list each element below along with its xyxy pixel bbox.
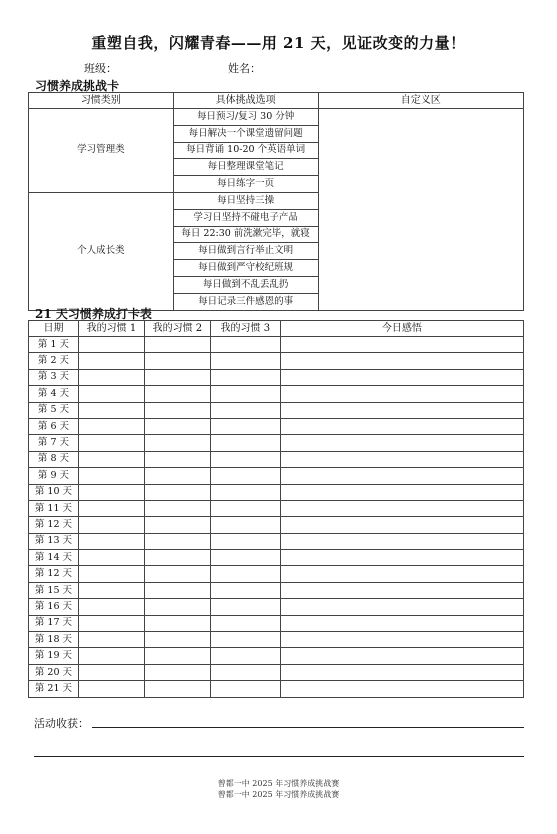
- harvest-label: 活动收获：: [34, 717, 89, 730]
- table-row: [29, 648, 524, 664]
- table-row: [29, 451, 524, 467]
- habit-3-cell[interactable]: [210, 550, 280, 566]
- table-row: [29, 681, 524, 697]
- habit-1-cell[interactable]: [78, 402, 144, 418]
- habit-2-cell[interactable]: [144, 632, 210, 648]
- habit-3-cell[interactable]: [210, 435, 280, 451]
- day-label-cell: 第 3 天: [29, 369, 79, 385]
- habit-1-cell[interactable]: [78, 451, 144, 467]
- habit-1-cell[interactable]: [78, 517, 144, 533]
- reflection-cell[interactable]: [280, 418, 523, 434]
- habit-1-cell[interactable]: [78, 599, 144, 615]
- table-row: [29, 582, 524, 598]
- day-label-cell: 第 20 天: [29, 664, 79, 680]
- column-header: 日期: [29, 321, 79, 337]
- habit-3-cell[interactable]: [210, 517, 280, 533]
- day-label-cell: 第 6 天: [29, 418, 79, 434]
- challenge-option-cell[interactable]: 每日练字一页: [173, 176, 318, 193]
- habit-3-cell[interactable]: [210, 566, 280, 582]
- table-row: [29, 468, 524, 484]
- habit-2-cell[interactable]: [144, 615, 210, 631]
- habit-1-cell[interactable]: [78, 550, 144, 566]
- reflection-cell[interactable]: [280, 681, 523, 697]
- name-label: 姓名：: [228, 62, 261, 75]
- habit-3-cell[interactable]: [210, 418, 280, 434]
- reflection-cell[interactable]: [280, 468, 523, 484]
- challenge-option-cell[interactable]: 每日做到不乱丢乱扔: [173, 276, 318, 293]
- habit-2-cell[interactable]: [144, 337, 210, 353]
- harvest-line-1[interactable]: [92, 727, 524, 728]
- habit-1-cell[interactable]: [78, 386, 144, 402]
- challenge-option-cell[interactable]: 每日记录三件感恩的事: [173, 293, 318, 310]
- habit-1-cell[interactable]: [78, 500, 144, 516]
- day-label-cell: 第 16 天: [29, 599, 79, 615]
- day-label-cell: 第 12 天: [29, 566, 79, 582]
- day-label-cell: 第 17 天: [29, 615, 79, 631]
- habit-3-cell[interactable]: [210, 500, 280, 516]
- habit-3-cell[interactable]: [210, 533, 280, 549]
- table-row: [29, 517, 524, 533]
- habit-2-cell[interactable]: [144, 582, 210, 598]
- table-row: [29, 615, 524, 631]
- habit-2-cell[interactable]: [144, 484, 210, 500]
- day-label-cell: 第 19 天: [29, 648, 79, 664]
- footer-line: 曾都一中 2025 年习惯养成挑战赛: [217, 790, 340, 799]
- day-label-cell: 第 5 天: [29, 402, 79, 418]
- habit-1-cell[interactable]: [78, 418, 144, 434]
- day-label-cell: 第 1 天: [29, 337, 79, 353]
- habit-2-cell[interactable]: [144, 435, 210, 451]
- day-label-cell: 第 12 天: [29, 517, 79, 533]
- column-header: 具体挑战选项: [173, 93, 318, 109]
- habit-2-cell[interactable]: [144, 517, 210, 533]
- habit-1-cell[interactable]: [78, 533, 144, 549]
- habit-3-cell[interactable]: [210, 615, 280, 631]
- habit-2-cell[interactable]: [144, 386, 210, 402]
- habit-1-cell[interactable]: [78, 468, 144, 484]
- table-row: [29, 566, 524, 582]
- checkin-table-title: 21 天习惯养成打卡表: [35, 307, 152, 321]
- reflection-cell[interactable]: [280, 615, 523, 631]
- day-label-cell: 第 11 天: [29, 500, 79, 516]
- challenge-option-cell[interactable]: 每日坚持三操: [173, 192, 318, 209]
- table-row: [29, 550, 524, 566]
- footer-line: 曾都一中 2025 年习惯养成挑战赛: [217, 779, 340, 788]
- reflection-cell[interactable]: [280, 353, 523, 369]
- habit-2-cell[interactable]: [144, 468, 210, 484]
- reflection-cell[interactable]: [280, 484, 523, 500]
- page-title: 重塑自我，闪耀青春——用 21 天，见证改变的力量！: [91, 34, 466, 52]
- habit-3-cell[interactable]: [210, 484, 280, 500]
- table-row: [29, 500, 524, 516]
- reflection-cell[interactable]: [280, 451, 523, 467]
- habit-1-cell[interactable]: [78, 435, 144, 451]
- table-row: [29, 664, 524, 680]
- reflection-cell[interactable]: [280, 500, 523, 516]
- day-label-cell: 第 10 天: [29, 484, 79, 500]
- habit-1-cell[interactable]: [78, 615, 144, 631]
- habit-3-cell[interactable]: [210, 582, 280, 598]
- column-header: 今日感悟: [280, 321, 523, 337]
- habit-3-cell[interactable]: [210, 369, 280, 385]
- challenge-option-cell[interactable]: 每日解决一个课堂遗留问题: [173, 125, 318, 142]
- habit-3-cell[interactable]: [210, 632, 280, 648]
- checkin-table: [28, 320, 524, 698]
- day-label-cell: 第 7 天: [29, 435, 79, 451]
- habit-1-cell[interactable]: [78, 664, 144, 680]
- habit-2-cell[interactable]: [144, 533, 210, 549]
- column-header: 我的习惯 3: [210, 321, 280, 337]
- challenge-option-cell[interactable]: 每日预习/复习 30 分钟: [173, 109, 318, 126]
- reflection-cell[interactable]: [280, 648, 523, 664]
- harvest-line-2[interactable]: [34, 756, 524, 757]
- habit-3-cell[interactable]: [210, 402, 280, 418]
- habit-1-cell[interactable]: [78, 632, 144, 648]
- challenge-option-cell[interactable]: 学习日坚持不碰电子产品: [173, 209, 318, 226]
- day-label-cell: 第 4 天: [29, 386, 79, 402]
- reflection-cell[interactable]: [280, 369, 523, 385]
- habit-3-cell[interactable]: [210, 468, 280, 484]
- habit-2-cell[interactable]: [144, 550, 210, 566]
- custom-area-cell[interactable]: [318, 109, 523, 311]
- habit-2-cell[interactable]: [144, 500, 210, 516]
- habit-1-cell[interactable]: [78, 582, 144, 598]
- habit-3-cell[interactable]: [210, 648, 280, 664]
- reflection-cell[interactable]: [280, 599, 523, 615]
- day-label-cell: 第 8 天: [29, 451, 79, 467]
- challenge-option-cell[interactable]: 每日背诵 10-20 个英语单词: [173, 142, 318, 159]
- reflection-cell[interactable]: [280, 533, 523, 549]
- challenge-card-title: 习惯养成挑战卡: [35, 79, 120, 93]
- table-row: [29, 435, 524, 451]
- table-row: [29, 418, 524, 434]
- habit-1-cell[interactable]: [78, 566, 144, 582]
- habit-2-cell[interactable]: [144, 369, 210, 385]
- habit-1-cell[interactable]: [78, 648, 144, 664]
- table-row: [29, 402, 524, 418]
- habit-2-cell[interactable]: [144, 566, 210, 582]
- habit-3-cell[interactable]: [210, 337, 280, 353]
- reflection-cell[interactable]: [280, 566, 523, 582]
- habit-2-cell[interactable]: [144, 648, 210, 664]
- habit-1-cell[interactable]: [78, 369, 144, 385]
- reflection-cell[interactable]: [280, 632, 523, 648]
- habit-1-cell[interactable]: [78, 337, 144, 353]
- habit-2-cell[interactable]: [144, 681, 210, 697]
- class-label: 班级：: [84, 62, 117, 75]
- table-row: [29, 109, 524, 126]
- table-row: [29, 484, 524, 500]
- table-row: [29, 337, 524, 353]
- day-label-cell: 第 18 天: [29, 632, 79, 648]
- challenge-option-cell[interactable]: 每日整理课堂笔记: [173, 159, 318, 176]
- table-row: [29, 533, 524, 549]
- habit-2-cell[interactable]: [144, 402, 210, 418]
- habit-3-cell[interactable]: [210, 353, 280, 369]
- day-label-cell: 第 21 天: [29, 681, 79, 697]
- habit-2-cell[interactable]: [144, 353, 210, 369]
- challenge-option-cell[interactable]: 每日做到严守校纪班规: [173, 260, 318, 277]
- table-row: [29, 599, 524, 615]
- reflection-cell[interactable]: [280, 582, 523, 598]
- challenge-option-cell[interactable]: 每日做到言行举止文明: [173, 243, 318, 260]
- table-row: [29, 369, 524, 385]
- reflection-cell[interactable]: [280, 337, 523, 353]
- day-label-cell: 第 14 天: [29, 550, 79, 566]
- column-header: 我的习惯 1: [78, 321, 144, 337]
- reflection-cell[interactable]: [280, 550, 523, 566]
- habit-category-cell: 个人成长类: [29, 192, 174, 310]
- habit-3-cell[interactable]: [210, 664, 280, 680]
- reflection-cell[interactable]: [280, 435, 523, 451]
- challenge-option-cell[interactable]: 每日 22:30 前洗漱完毕，就寝: [173, 226, 318, 243]
- habit-2-cell[interactable]: [144, 451, 210, 467]
- reflection-cell[interactable]: [280, 402, 523, 418]
- habit-3-cell[interactable]: [210, 451, 280, 467]
- day-label-cell: 第 2 天: [29, 353, 79, 369]
- habit-1-cell[interactable]: [78, 681, 144, 697]
- habit-2-cell[interactable]: [144, 599, 210, 615]
- habit-category-cell: 学习管理类: [29, 109, 174, 193]
- table-row: [29, 353, 524, 369]
- habit-2-cell[interactable]: [144, 664, 210, 680]
- day-label-cell: 第 15 天: [29, 582, 79, 598]
- reflection-cell[interactable]: [280, 664, 523, 680]
- habit-2-cell[interactable]: [144, 418, 210, 434]
- reflection-cell[interactable]: [280, 517, 523, 533]
- column-header: 习惯类别: [29, 93, 174, 109]
- habit-3-cell[interactable]: [210, 386, 280, 402]
- habit-1-cell[interactable]: [78, 353, 144, 369]
- column-header: 自定义区: [318, 93, 523, 109]
- habit-3-cell[interactable]: [210, 599, 280, 615]
- challenge-card-table: [28, 92, 524, 311]
- habit-1-cell[interactable]: [78, 484, 144, 500]
- day-label-cell: 第 13 天: [29, 533, 79, 549]
- reflection-cell[interactable]: [280, 386, 523, 402]
- table-row: [29, 386, 524, 402]
- habit-3-cell[interactable]: [210, 681, 280, 697]
- day-label-cell: 第 9 天: [29, 468, 79, 484]
- table-row: [29, 632, 524, 648]
- column-header: 我的习惯 2: [144, 321, 210, 337]
